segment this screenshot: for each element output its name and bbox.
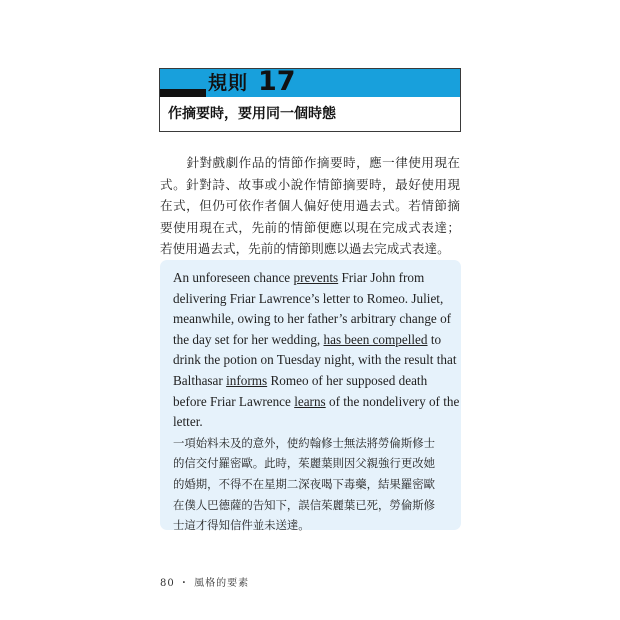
intro-line: 仍可依作者個人偏好使用過去式。若情節摘要使用現在 (160, 198, 461, 235)
rule-header (159, 68, 461, 132)
example-line (173, 289, 449, 310)
example-text: meanwhile, owing to her father’s arbitrary change of (173, 311, 452, 327)
example-text: Friar John from (338, 270, 425, 285)
example-box (160, 260, 461, 533)
translation-line: 士這才得知信件並未送達。 (173, 518, 310, 533)
example-line (173, 392, 460, 413)
example-text: drink the potion on Tuesday night, with the result that (173, 352, 457, 368)
example-line (173, 330, 449, 351)
rule-accent-bar (160, 89, 206, 97)
example-text: of the nondelivery of the (325, 393, 460, 409)
page-number: 80 (160, 578, 175, 589)
book-title: 風格的要素 (194, 578, 250, 589)
page-footer (160, 574, 249, 589)
example-line (173, 350, 457, 371)
example-text: before Friar Lawrence (173, 393, 295, 409)
example-line (173, 309, 452, 330)
underlined-verb: prevents (293, 270, 339, 285)
example-line (173, 268, 449, 289)
rule-label: 規則 (208, 72, 249, 94)
intro-line: 針對戲劇作品的情節作摘要時，應一律使用現在式。 (160, 155, 460, 192)
underlined-verb: has been compelled (323, 331, 428, 347)
example-text: delivering Friar Lawrence’s letter to Romeo. Juliet, (173, 290, 444, 306)
underlined-verb: learns (294, 393, 326, 409)
example-text: letter. (173, 414, 203, 430)
translation-line: 一項始料未及的意外，使約翰修士無法將勞倫斯修士 (173, 435, 435, 450)
example-text: to (427, 331, 442, 347)
chinese-translation (173, 433, 449, 536)
example-line (173, 371, 449, 392)
example-text: Romeo of her supposed death (267, 372, 428, 388)
footer-separator: ・ (178, 578, 190, 589)
example-text: Balthasar (173, 372, 227, 388)
example-text: An unforeseen chance (173, 270, 294, 285)
underlined-verb: informs (226, 372, 268, 388)
translation-line: 在僕人巴德薩的告知下，誤信茱麗葉已死，勞倫斯修 (173, 497, 435, 512)
intro-line: 式，先前的情節便應以現在完成式表達；若使用過去式， (160, 219, 461, 256)
rule-subtitle: 作摘要時，要用同一個時態 (168, 106, 336, 122)
english-example (173, 268, 460, 433)
intro-line: 針對詩、故事或小說作情節摘要時，最好使用現在式，但 (160, 176, 461, 213)
example-text: the day set for her wedding, (173, 331, 324, 347)
rule-number: 17 (258, 66, 296, 97)
intro-paragraph (160, 152, 460, 260)
translation-line: 的信交付羅密歐。此時，茱麗葉則因父親強行更改她 (173, 456, 435, 471)
translation-line: 的婚期，不得不在星期二深夜喝下毒藥，結果羅密歐 (173, 476, 435, 491)
example-line (173, 412, 449, 433)
intro-text (160, 152, 460, 260)
intro-line: 先前的情節則應以過去完成式表達。 (248, 241, 450, 256)
